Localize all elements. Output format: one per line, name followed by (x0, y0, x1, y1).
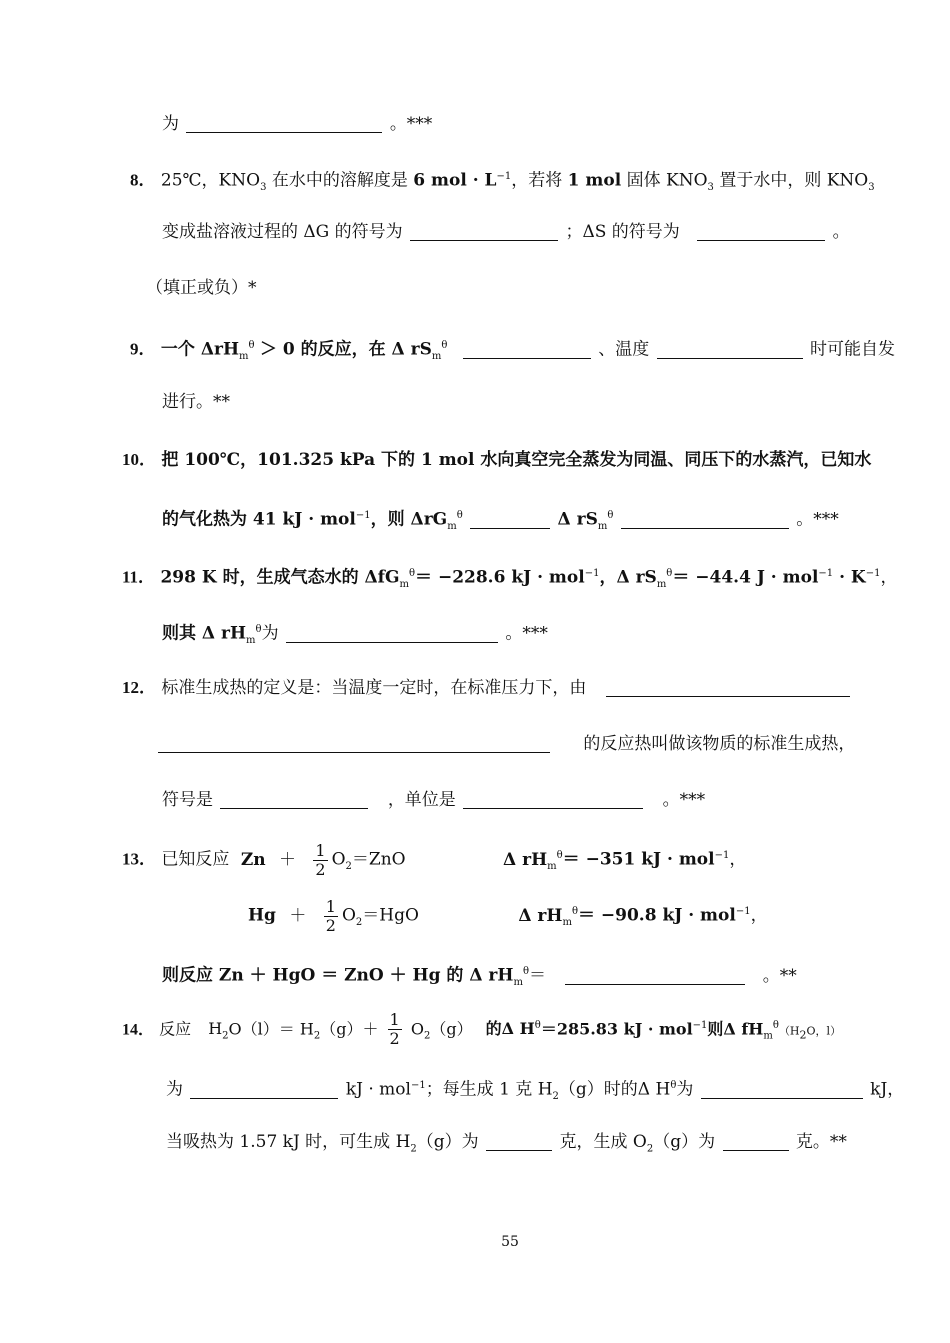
q14-dfh-blank[interactable] (190, 1080, 338, 1099)
subscript: 2 (345, 861, 352, 873)
q13-text: ， (729, 849, 747, 870)
q14-text: kJ · mol (345, 1079, 411, 1100)
superscript: θ (666, 568, 673, 579)
superscript: −1 (692, 1020, 708, 1031)
q13-text: ＝ (528, 965, 546, 986)
q8-number: 8． (130, 170, 156, 190)
superscript: −1 (410, 1080, 426, 1091)
q13-fraction-2 (324, 898, 338, 935)
superscript: −1 (355, 510, 371, 521)
q14-text: 克，生成 O (559, 1132, 647, 1152)
superscript: θ (522, 966, 529, 977)
q13-text: ＋ (279, 849, 296, 870)
subscript: 2 (552, 1091, 559, 1103)
q13-fraction-1 (313, 842, 327, 879)
q11-text: 为 (261, 623, 279, 644)
q14-line1 (122, 1004, 841, 1059)
q13-text: ， (750, 905, 768, 926)
q14-text: （g）为 (416, 1132, 479, 1152)
q8-line2 (162, 220, 850, 244)
q13-text: ＝HgO (362, 905, 419, 926)
q8-text: 固体 KNO (626, 170, 708, 191)
subscript: 3 (868, 182, 875, 194)
q13-text: Δ rH (503, 849, 548, 870)
q11-dh-blank[interactable] (286, 624, 498, 643)
q14-text: O（l）＝ H (228, 1019, 314, 1039)
denominator: 2 (315, 859, 326, 879)
q14-text: （g）为 (653, 1132, 716, 1152)
q12-text: ，单位是 (387, 790, 456, 810)
q8-text: 1 mol (567, 170, 622, 191)
q8-text: 置于水中，则 KNO (719, 170, 869, 191)
q7-answer-blank[interactable] (186, 114, 382, 133)
q14-text: 为 (166, 1079, 183, 1100)
q12-text: 的反应热叫做该物质的标准生成热， (583, 734, 856, 754)
q12-line2 (156, 732, 855, 756)
subscript: 2 (799, 1028, 807, 1042)
q11-text: ， (880, 567, 898, 588)
q8-text: 6 mol · L (413, 170, 497, 191)
q10-ds-blank[interactable] (621, 510, 789, 529)
q12-line1 (122, 676, 852, 700)
q14-o2-mass-blank[interactable] (723, 1132, 789, 1151)
q7-tail (162, 112, 432, 136)
q8-line3 (146, 276, 257, 300)
q8-ds-blank[interactable] (697, 222, 825, 241)
superscript: −1 (714, 850, 730, 861)
q14-text: ＝285.83 kJ · mol (540, 1019, 693, 1039)
q13-text: ＝ −90.8 kJ · mol (577, 905, 736, 926)
q13-text: Hg (248, 905, 276, 926)
q7-suffix: 。*** (389, 114, 433, 134)
q13-number: 13． (122, 849, 156, 869)
subscript: m (513, 977, 523, 989)
q12-blank-1[interactable] (606, 678, 850, 697)
q14-fraction (388, 1011, 402, 1048)
subscript: 3 (260, 182, 267, 194)
q12-text: 标准生成热的定义是：当温度一定时，在标准压力下，由 (161, 678, 587, 698)
q14-line2 (166, 1074, 904, 1109)
denominator: 2 (325, 915, 336, 935)
q8-text: 25℃，KNO (160, 170, 261, 191)
superscript: θ (571, 906, 578, 917)
q11-line1 (122, 562, 897, 597)
subscript: 2 (423, 1030, 431, 1042)
subscript: 2 (313, 1030, 321, 1042)
q13-text: O (331, 849, 346, 870)
q11-text: 则其 Δ rH (162, 623, 247, 644)
q13-text: Δ rH (518, 905, 563, 926)
q14-text: 反应 (159, 1019, 192, 1039)
q14-text: 当吸热为 1.57 kJ 时，可生成 H (166, 1132, 411, 1152)
superscript: θ (456, 510, 463, 521)
q11-text: · K (833, 567, 866, 588)
q13-line1 (122, 834, 746, 889)
q14-text: ；每生成 1 克 H (425, 1079, 553, 1100)
q8-text: 变成盐溶液过程的 ΔG 的符号为 (162, 222, 403, 242)
q8-text: （填正或负）* (146, 278, 257, 298)
q13-line2 (248, 890, 768, 945)
subscript: 2 (646, 1143, 654, 1155)
q8-dg-blank[interactable] (410, 222, 558, 241)
q14-text: （H (778, 1024, 800, 1038)
superscript: θ (441, 340, 448, 351)
subscript: 3 (707, 182, 714, 194)
numerator: 1 (315, 840, 326, 860)
q8-text: 。 (832, 222, 850, 242)
superscript: θ (409, 568, 416, 579)
denominator: 2 (389, 1029, 400, 1049)
q14-text: O，l） (806, 1024, 842, 1038)
q14-text: 克。** (795, 1132, 847, 1152)
superscript: θ (556, 850, 563, 861)
q14-number: 14． (122, 1021, 155, 1039)
q12-unit-blank[interactable] (463, 790, 643, 809)
q8-text: ，若将 (511, 170, 563, 191)
q13-text: ＝ −351 kJ · mol (562, 849, 715, 870)
q10-text: Δ rS (557, 509, 598, 530)
q7-prefix: 为 (162, 114, 179, 134)
q11-number: 11． (122, 567, 156, 587)
q13-text: O (341, 905, 356, 926)
q13-answer-blank[interactable] (565, 966, 745, 985)
subscript: m (562, 917, 572, 929)
q10-number: 10． (122, 450, 156, 469)
q11-text: ＝ −44.4 J · mol (672, 567, 819, 588)
q9-number: 9． (130, 339, 156, 359)
superscript: θ (534, 1020, 541, 1031)
subscript: m (597, 521, 608, 533)
q9-text: 、温度 (598, 339, 650, 360)
q10-text: ，则 ΔrG (370, 509, 448, 530)
q12-blank-2[interactable] (158, 734, 550, 753)
subscript: 2 (410, 1143, 417, 1155)
q11-text: ，Δ rS (599, 567, 657, 588)
subscript: m (547, 861, 557, 873)
superscript: −1 (584, 568, 600, 579)
q9-ds-blank[interactable] (463, 340, 591, 359)
q8-line1 (130, 165, 875, 200)
subscript: m (431, 351, 442, 363)
numerator: 1 (389, 1010, 400, 1030)
q11-line2 (162, 618, 548, 653)
subscript: m (763, 1030, 773, 1042)
q14-line3 (166, 1130, 847, 1161)
q9-text: 一个 ΔrH (160, 339, 240, 360)
superscript: θ (607, 510, 614, 521)
q13-text: 。** (762, 965, 797, 986)
q13-text: ＋ (289, 905, 307, 926)
q13-text: ＝ZnO (351, 849, 406, 870)
q14-text: （g）时的Δ H (558, 1079, 671, 1100)
superscript: θ (248, 340, 255, 351)
q8-text: 在水中的溶解度是 (271, 170, 408, 191)
q9-text: ＞ 0 的反应，在 Δ rS (259, 339, 432, 360)
q14-text: 为 (676, 1079, 694, 1100)
superscript: θ (670, 1080, 677, 1091)
q14-text: （g） (430, 1019, 473, 1039)
q8-text: ；ΔS 的符号为 (565, 222, 680, 242)
superscript: −1 (735, 906, 751, 917)
superscript: −1 (865, 568, 881, 579)
q13-line3 (162, 960, 797, 995)
q9-text: 时可能自发 (810, 339, 896, 360)
q12-number: 12． (122, 678, 156, 697)
subscript: m (656, 579, 667, 591)
numerator: 1 (325, 896, 336, 916)
q9-text: 进行。** (162, 392, 230, 412)
q12-symbol-blank[interactable] (220, 790, 368, 809)
q10-text: 的气化热为 41 kJ · mol (162, 509, 356, 530)
q14-text: kJ， (870, 1079, 905, 1100)
q14-text: 的Δ H (485, 1019, 535, 1039)
q10-line1 (122, 448, 871, 472)
q12-text: 符号是 (162, 790, 213, 810)
subscript: m (447, 521, 457, 533)
q10-line2 (162, 504, 839, 539)
q10-text: 。*** (796, 509, 839, 530)
q14-dh-blank[interactable] (701, 1080, 863, 1099)
page-number: 55 (501, 1234, 519, 1250)
q13-text: 已知反应 (161, 849, 230, 870)
q9-line1 (130, 334, 895, 369)
q10-dg-blank[interactable] (470, 510, 550, 529)
q11-text: ＝ −228.6 kJ · mol (415, 567, 585, 588)
q9-temp-blank[interactable] (657, 340, 803, 359)
q11-text: 。*** (505, 623, 548, 644)
q11-text: 298 K 时，生成气态水的 ΔfG (160, 567, 400, 588)
q14-text: （g）＋ (320, 1019, 379, 1039)
superscript: −1 (818, 568, 834, 579)
subscript: 2 (222, 1030, 229, 1042)
superscript: −1 (496, 171, 512, 182)
q14-text: O (410, 1019, 424, 1039)
q14-text: 则Δ fH (707, 1019, 764, 1039)
subscript: 2 (355, 917, 363, 929)
q13-text: 则反应 Zn ＋ HgO ＝ ZnO ＋ Hg 的 Δ rH (162, 965, 514, 986)
q12-text: 。*** (662, 790, 706, 810)
subscript: m (399, 579, 409, 591)
superscript: θ (255, 624, 262, 635)
q14-text: H (208, 1019, 223, 1039)
superscript: θ (772, 1020, 779, 1031)
q12-line3 (162, 788, 705, 812)
q10-text: 把 100℃，101.325 kPa 下的 1 mol 水向真空完全蒸发为同温、同压下的水蒸汽，已知水 (161, 450, 872, 470)
q14-h2-mass-blank[interactable] (486, 1132, 552, 1151)
subscript: m (239, 351, 249, 363)
q9-line2 (162, 390, 230, 414)
subscript: m (246, 635, 256, 647)
q13-text: Zn (240, 849, 266, 870)
